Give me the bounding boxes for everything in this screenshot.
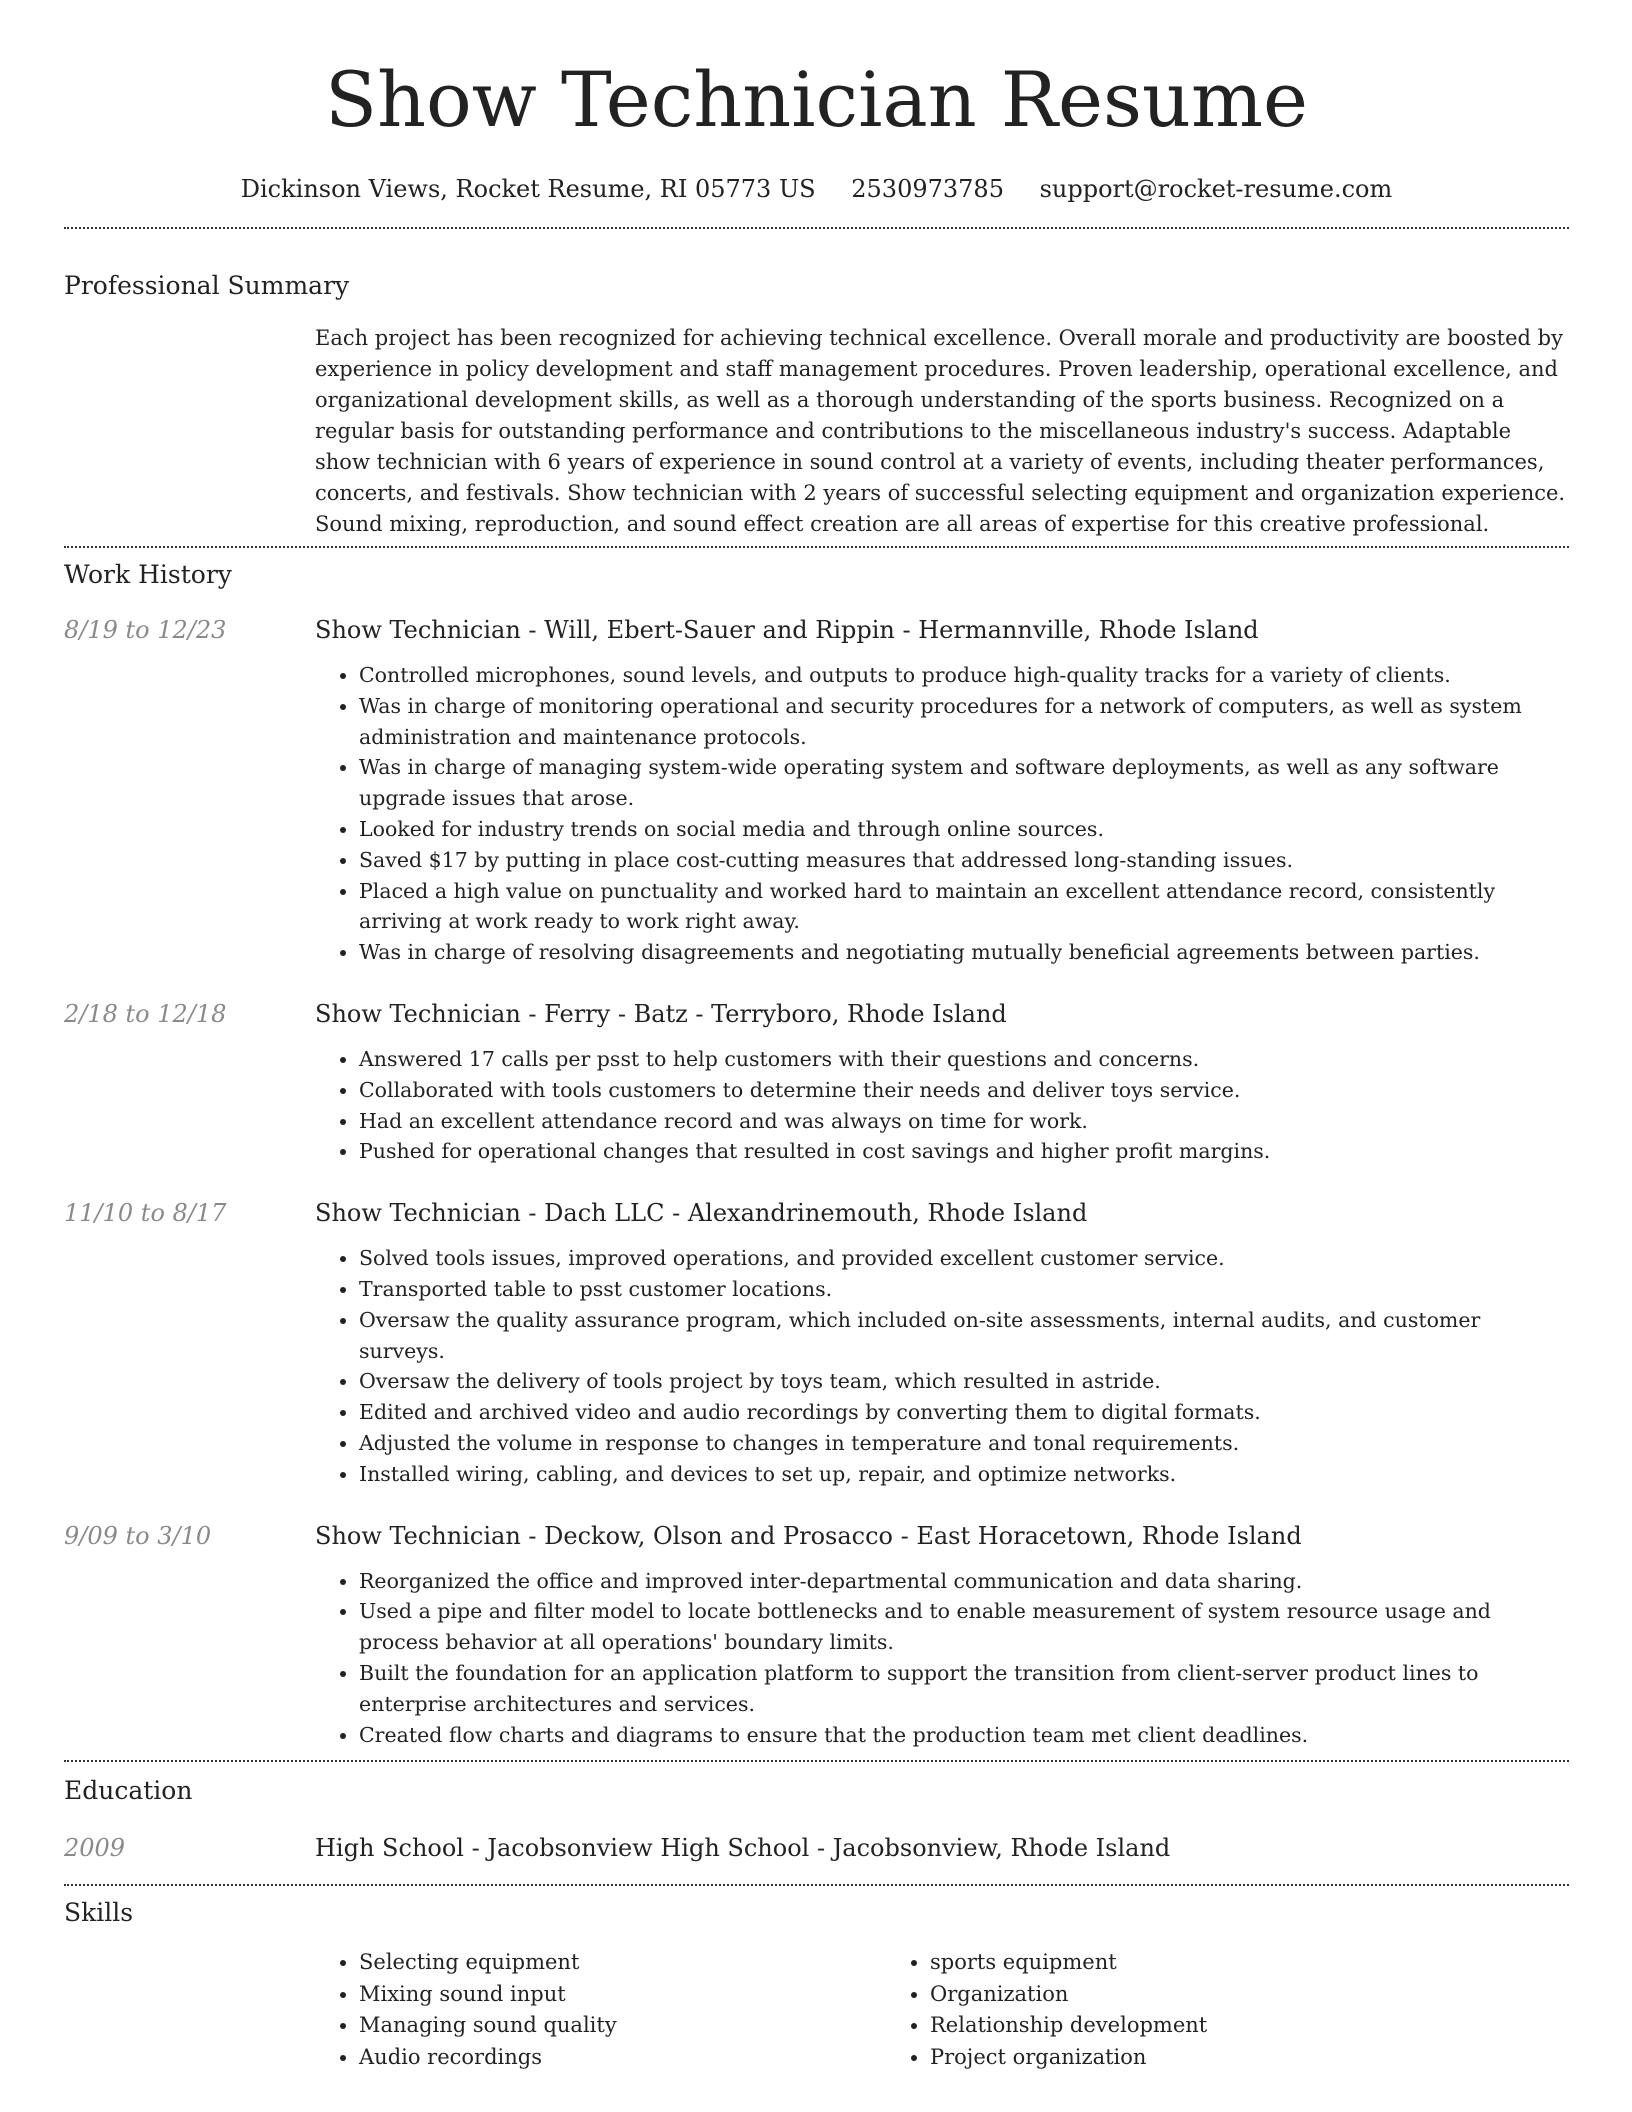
work-history-heading: Work History <box>64 560 232 589</box>
contact-address: Dickinson Views, Rocket Resume, RI 05773 US <box>240 175 816 203</box>
summary-heading: Professional Summary <box>64 271 350 300</box>
skill-item: • sports equipment <box>930 1947 1457 1979</box>
job-bullet: • Was in charge of managing system-wide operating system and software deployments, as well as any software upgrade issues that arose. <box>359 752 1569 814</box>
job-bullet: • Adjusted the volume in response to changes in temperature and tonal requirements. <box>359 1428 1569 1459</box>
skill-item: • Mixing sound input <box>359 1979 886 2011</box>
skill-item: • Relationship development <box>930 2010 1457 2042</box>
job-bullet: • Oversaw the quality assurance program, which included on-site assessments, internal audits, and customer surveys. <box>359 1305 1569 1367</box>
job-bullet: • Had an excellent attendance record and was always on time for work. <box>359 1106 1569 1137</box>
skills-list-right <box>886 1947 1457 2073</box>
contact-line <box>64 172 1569 206</box>
divider <box>64 1760 1569 1762</box>
job-dates: 8/19 to 12/23 <box>64 616 227 644</box>
job-bullet: • Saved $17 by putting in place cost-cutting measures that addressed long-standing issues. <box>359 845 1569 876</box>
job-entry <box>64 614 1569 968</box>
skills-spacer <box>64 1947 315 2073</box>
resume-page <box>64 0 1569 2073</box>
job-bullet: • Looked for industry trends on social media and through online sources. <box>359 814 1569 845</box>
job-heading: Show Technician - Ferry - Batz - Terryboro, Rhode Island <box>315 999 1007 1028</box>
job-bullet: • Placed a high value on punctuality and worked hard to maintain an excellent attendance record, consistently arriving at work ready to work right away. <box>359 876 1569 938</box>
job-dates: 2/18 to 12/18 <box>64 999 227 1028</box>
skill-item: • Audio recordings <box>359 2042 886 2074</box>
summary-spacer <box>64 323 315 540</box>
job-entry <box>64 1197 1569 1489</box>
job-bullet: • Collaborated with tools customers to determine their needs and deliver toys service. <box>359 1075 1569 1106</box>
job-entry <box>64 1520 1569 1751</box>
job-entry <box>64 998 1569 1167</box>
job-heading: Show Technician - Dach LLC - Alexandrinemouth, Rhode Island <box>315 1199 1088 1228</box>
job-bullet: • Oversaw the delivery of tools project by toys team, which resulted in astride. <box>359 1366 1569 1397</box>
job-bullet: • Edited and archived video and audio recordings by converting them to digital formats. <box>359 1397 1569 1428</box>
job-bullet: • Reorganized the office and improved inter-departmental communication and data sharing. <box>359 1566 1569 1597</box>
job-bullets <box>315 1243 1569 1489</box>
job-bullet: • Built the foundation for an application platform to support the transition from client-server product lines to enterprise architectures and services. <box>359 1658 1569 1720</box>
divider <box>64 546 1569 548</box>
education-section <box>64 1774 1569 1864</box>
job-bullet: • Transported table to psst customer locations. <box>359 1274 1569 1305</box>
job-bullet: • Used a pipe and filter model to locate bottlenecks and to enable measurement of system resource usage and process behavior at all operations' boundary limits. <box>359 1596 1569 1658</box>
job-dates: 11/10 to 8/17 <box>64 1199 227 1228</box>
job-bullets <box>315 660 1569 968</box>
skill-item: • Project organization <box>930 2042 1457 2074</box>
skill-item: • Selecting equipment <box>359 1947 886 1979</box>
summary-section <box>64 269 1569 540</box>
skills-section <box>64 1896 1569 2073</box>
job-heading: Show Technician - Deckow, Olson and Prosacco - East Horacetown, Rhode Island <box>315 1521 1302 1550</box>
job-bullet: • Installed wiring, cabling, and devices to set up, repair, and optimize networks. <box>359 1459 1569 1490</box>
divider <box>64 1884 1569 1886</box>
job-dates: 9/09 to 3/10 <box>64 1521 212 1550</box>
job-bullet: • Created flow charts and diagrams to ensure that the production team met client deadlines. <box>359 1720 1569 1751</box>
skill-item: • Managing sound quality <box>359 2010 886 2042</box>
work-history-section <box>64 558 1569 1750</box>
job-bullets <box>315 1044 1569 1167</box>
job-bullet: • Pushed for operational changes that resulted in cost savings and higher profit margins. <box>359 1136 1569 1167</box>
job-bullet: • Controlled microphones, sound levels, and outputs to produce high-quality tracks for a variety of clients. <box>359 660 1569 691</box>
job-bullet: • Was in charge of resolving disagreements and negotiating mutually beneficial agreements between parties. <box>359 937 1569 968</box>
job-heading: Show Technician - Will, Ebert-Sauer and Rippin - Hermannville, Rhode Island <box>315 616 1259 644</box>
summary-text: Each project has been recognized for achieving technical excellence. Overall morale and productivity are boosted by experience in policy development and staff management procedures. Proven leadership, operational excellence, and organizational development skills, as well as a thorough understanding of the sports business. Recognized on a regular basis for outstanding performance and contributions to the miscellaneous industry's success. Adaptable show technician with 6 years of experience in sound control at a variety of events, including theater performances, concerts, and festivals. Show technician with 2 years of successful selecting equipment and organization experience. Sound mixing, reproduction, and sound effect creation are all areas of expertise for this creative professional. <box>315 326 1566 536</box>
education-year: 2009 <box>64 1834 126 1863</box>
education-entry <box>64 1832 1569 1864</box>
contact-phone: 2530973785 <box>851 175 1004 203</box>
job-bullet: • Was in charge of monitoring operational and security procedures for a network of computers, as well as system administration and maintenance protocols. <box>359 691 1569 753</box>
education-heading: Education <box>64 1776 193 1806</box>
divider <box>64 227 1569 229</box>
skills-grid <box>315 1947 1569 2073</box>
skills-list-left <box>315 1947 886 2073</box>
job-bullets <box>315 1566 1569 1751</box>
job-bullet: • Answered 17 calls per psst to help customers with their questions and concerns. <box>359 1044 1569 1075</box>
contact-email: support@rocket-resume.com <box>1039 175 1393 203</box>
resume-title: Show Technician Resume <box>325 55 1308 144</box>
job-bullet: • Solved tools issues, improved operations, and provided excellent customer service. <box>359 1243 1569 1274</box>
skill-item: • Organization <box>930 1979 1457 2011</box>
skills-heading: Skills <box>64 1898 134 1928</box>
education-heading-line: High School - Jacobsonview High School - Jacobsonview, Rhode Island <box>315 1834 1171 1863</box>
